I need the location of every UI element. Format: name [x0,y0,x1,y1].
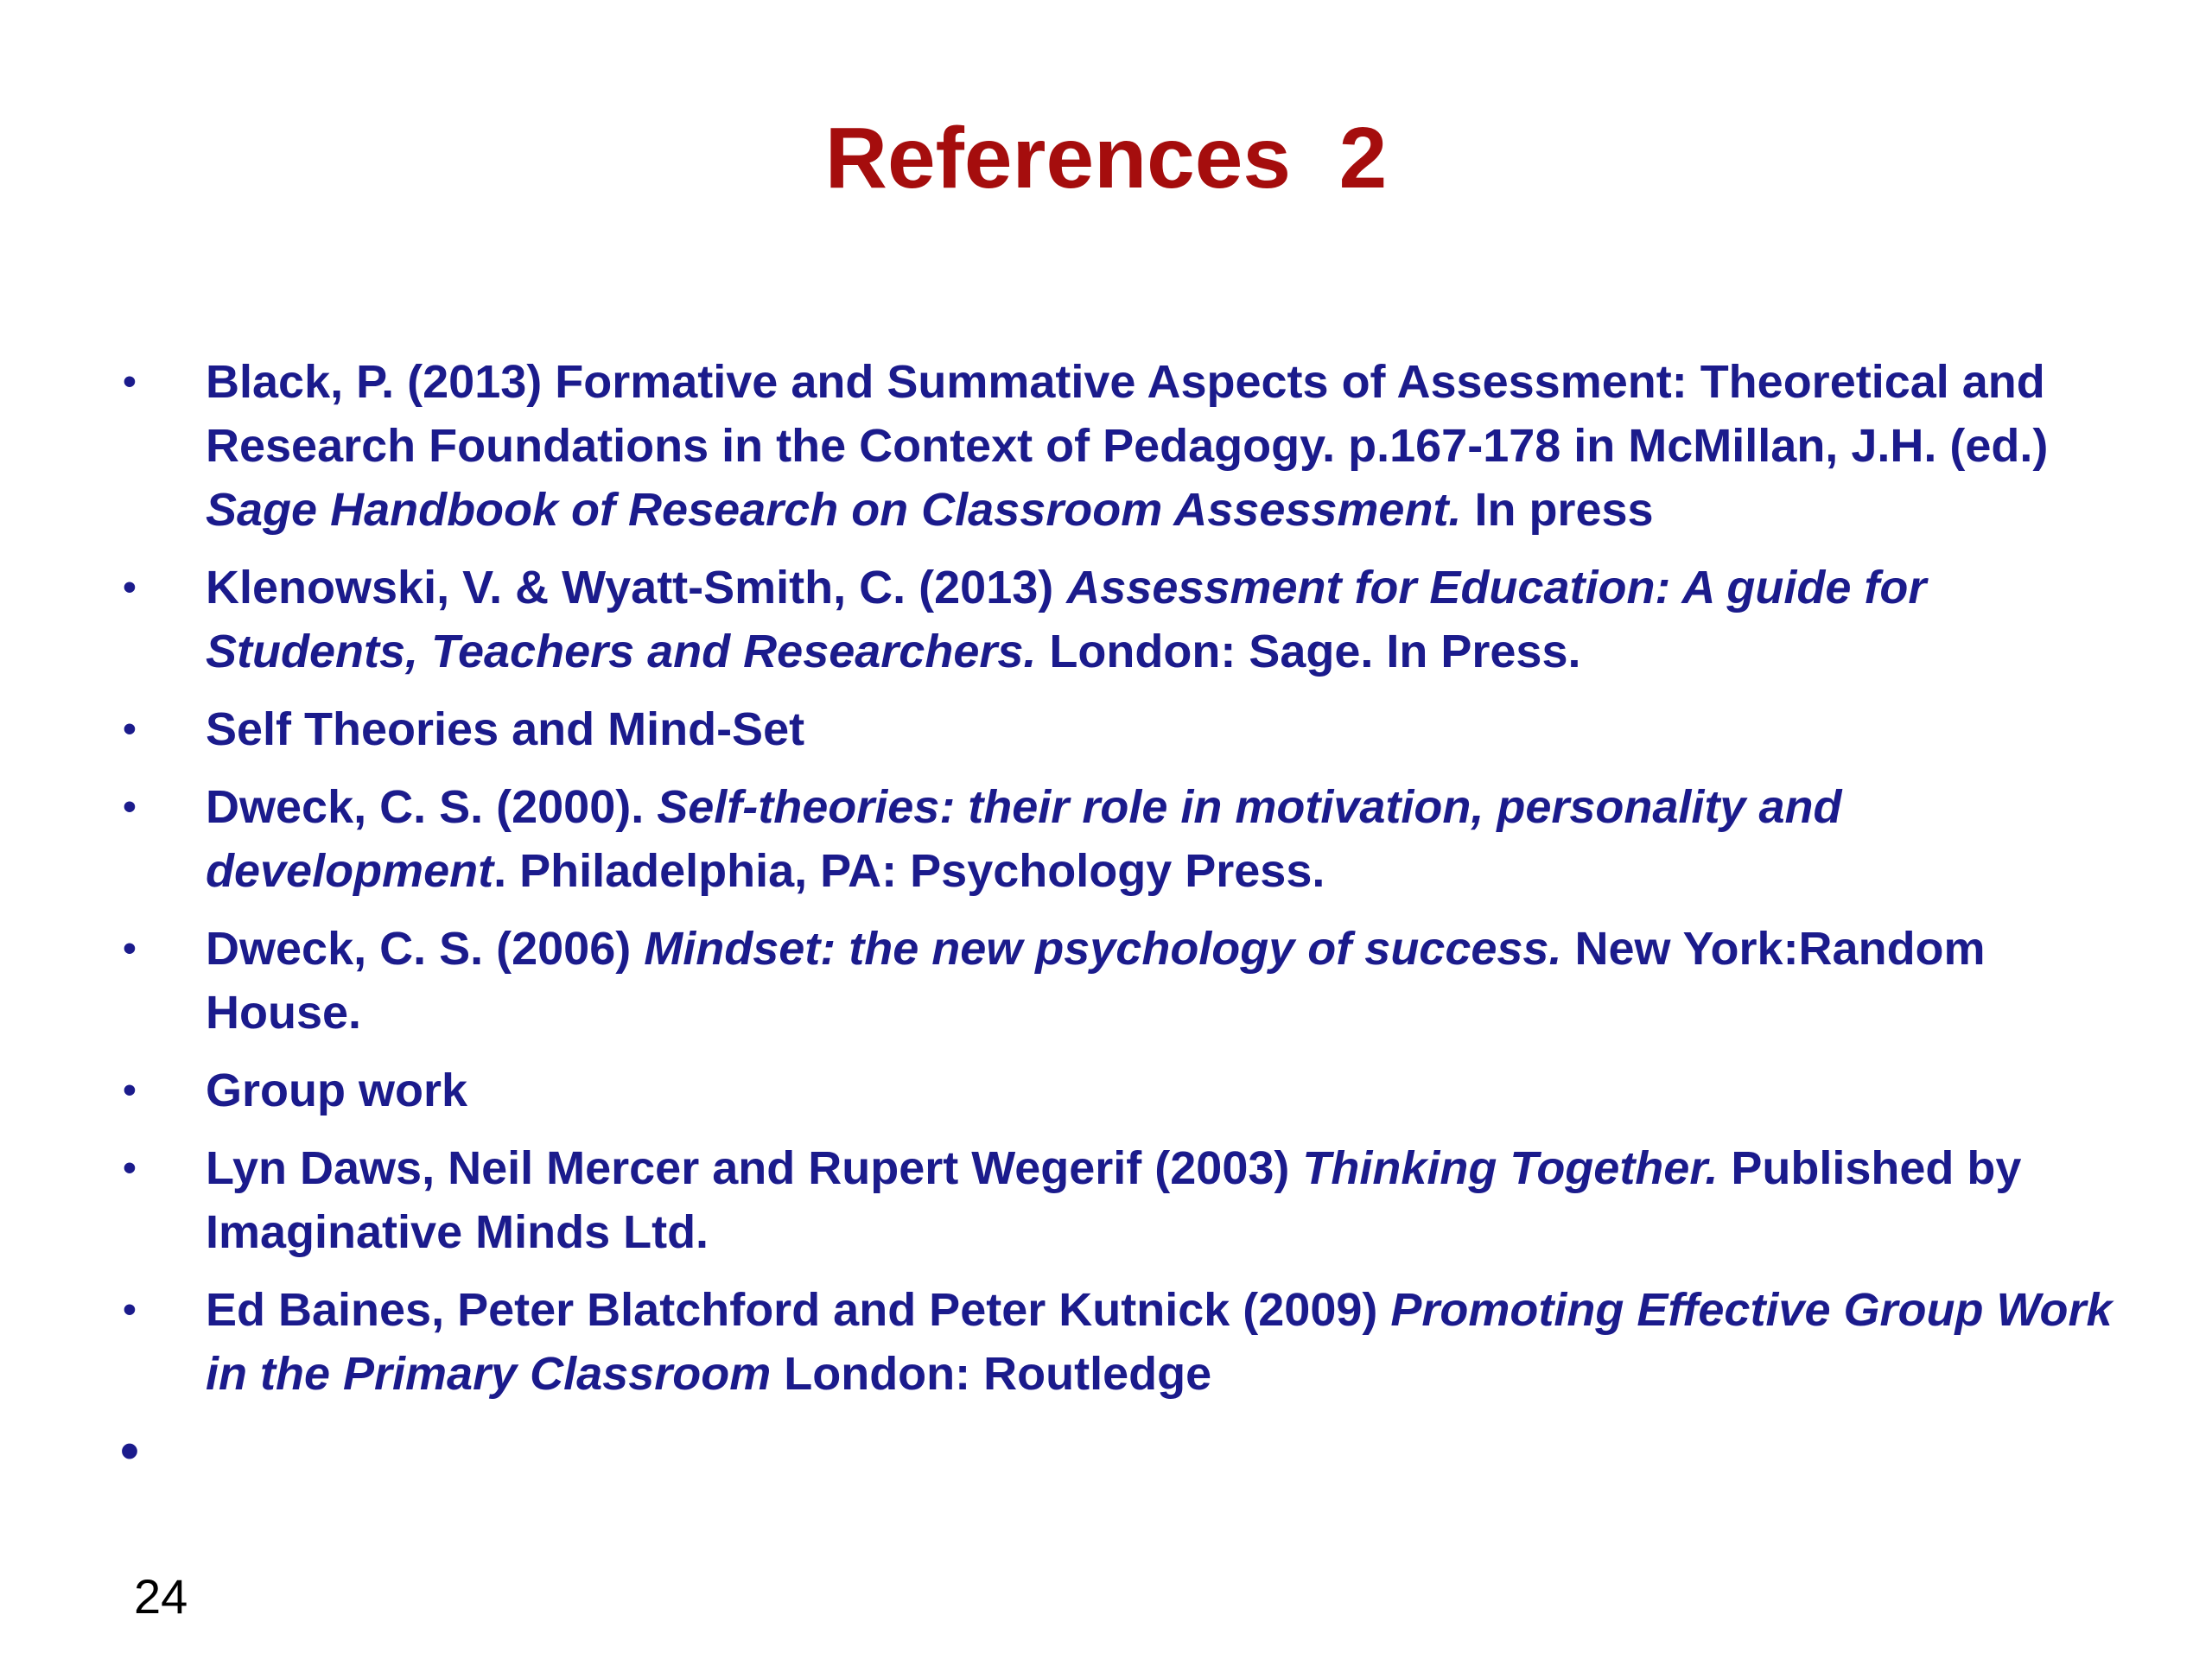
reference-text: Dweck, C. S. (2000). [206,781,658,833]
bullet-icon: • [123,1069,137,1111]
reference-item [112,350,2143,542]
bullet-icon: • [123,927,137,969]
section-heading: Self Theories and Mind-Set [206,703,805,755]
reference-text: Lyn Daws, Neil Mercer and Rupert Wegerif (2003) [206,1142,1303,1194]
reference-title: Self-theories: their role in motivation, personality and development [206,781,1842,897]
reference-title: Promoting Effective Group Work in the Primary Classroom [206,1284,2113,1400]
reference-list [112,350,2143,1511]
reference-publisher: . Philadelphia, PA: Psychology Press. [493,845,1325,897]
reference-publisher: London: Routledge [771,1348,1212,1400]
bullet-icon: • [123,1288,137,1331]
reference-title: Sage Handbook of Research on Classroom Assessment. [206,484,1462,536]
page-number: 24 [134,1569,188,1624]
reference-item [112,697,2143,761]
reference-text: Klenowski, V. & Wyatt-Smith, C. (2013) [206,562,1067,613]
bullet-icon: • [123,1147,137,1189]
reference-publisher: New York:Random House. [206,923,1986,1039]
bullet-icon: • [123,566,137,608]
reference-title: Assessment for Education: A guide for Students, Teachers and Researchers. [206,562,1927,677]
reference-item [112,1136,2143,1264]
reference-item [112,775,2143,903]
reference-item [112,1058,2143,1122]
bullet-icon: • [120,1421,139,1481]
reference-text: Dweck, C. S. (2006) [206,923,645,975]
reference-text: Black, P. (2013) Formative and Summative Aspects of Assessment: Theoretical and Research Foundations in the Context of Pedagogy. p.167-178 in McMillan, J.H. (ed.) [206,356,2049,472]
reference-title: Thinking Together. [1302,1142,1719,1194]
bullet-icon: • [123,785,137,828]
reference-publisher: In press [1461,484,1654,536]
slide-title: References 2 [824,110,1388,207]
reference-publisher: Published by Imaginative Minds Ltd. [206,1142,2022,1258]
reference-item-empty [112,1420,2143,1497]
bullet-icon: • [123,708,137,750]
section-heading: Group work [206,1065,468,1116]
reference-publisher: London: Sage. In Press. [1036,626,1581,677]
reference-item [112,917,2143,1045]
reference-item [112,556,2143,683]
reference-item [112,1278,2143,1406]
reference-title: Mindset: the new psychology of success. [644,923,1562,975]
bullet-icon: • [123,360,137,403]
reference-text: Ed Baines, Peter Blatchford and Peter Kutnick (2009) [206,1284,1391,1336]
